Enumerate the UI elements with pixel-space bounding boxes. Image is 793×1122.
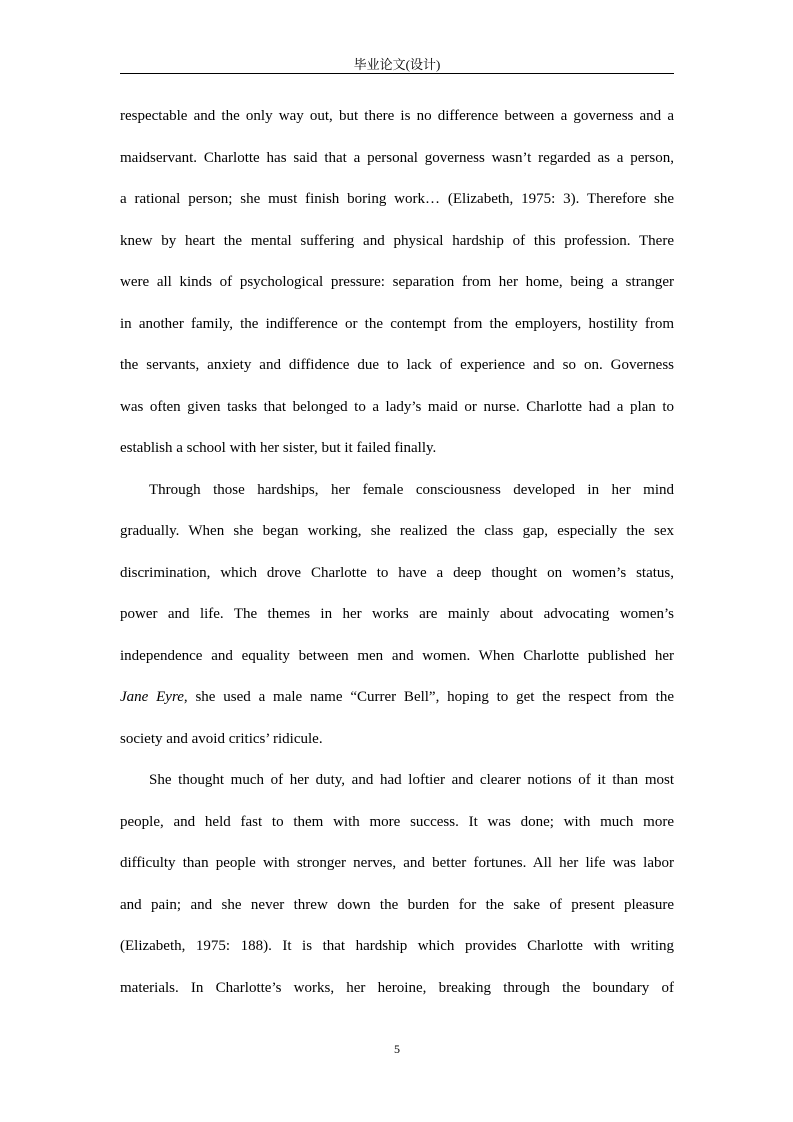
text-line: She thought much of her duty, and had loftier and clearer notions of it than most	[149, 772, 674, 788]
paragraph-3	[120, 760, 674, 1009]
page-header-title: 毕业论文(设计)	[353, 57, 441, 72]
text-line: the servants, anxiety and diffidence due to lack of experience and so on. Governess	[120, 357, 674, 373]
page-number: 5	[394, 1042, 400, 1056]
paragraph-1	[120, 96, 674, 470]
text-line: respectable and the only way out, but there is no difference between a governess and a	[120, 108, 674, 124]
text-line: (Elizabeth, 1975: 188). It is that hardship which provides Charlotte with writing	[120, 938, 674, 954]
text-line: maidservant. Charlotte has said that a personal governess wasn’t regarded as a person,	[120, 149, 674, 166]
text-line: society and avoid critics’ ridicule.	[120, 730, 323, 747]
text-line: independence and equality between men and women. When Charlotte published her	[120, 647, 674, 664]
text-line-with-title	[120, 677, 674, 719]
text-line: gradually. When she began working, she realized the class gap, especially the sex	[120, 523, 674, 539]
text-line: Through those hardships, her female consciousness developed in her mind	[149, 481, 674, 498]
text-line: discrimination, which drove Charlotte to have a deep thought on women’s status,	[120, 564, 674, 581]
text-line: knew by heart the mental suffering and physical hardship of this profession. There	[120, 232, 674, 249]
text-line: in another family, the indifference or the contempt from the employers, hostility from	[120, 315, 674, 332]
text-line: power and life. The themes in her works are mainly about advocating women’s	[120, 606, 674, 622]
text-line-rest: , she used a male name “Currer Bell”, hoping to get the respect from the	[183, 689, 674, 705]
text-line: establish a school with her sister, but it failed finally.	[120, 440, 437, 456]
text-line: difficulty than people with stronger nerves, and better fortunes. All her life was labor	[120, 855, 674, 871]
header-divider	[120, 73, 674, 74]
paragraph-2	[120, 470, 674, 761]
document-body	[120, 96, 674, 1009]
text-line: people, and held fast to them with more success. It was done; with much more	[120, 813, 674, 830]
text-line: were all kinds of psychological pressure: separation from her home, being a stranger	[120, 274, 674, 290]
text-line: and pain; and she never threw down the burden for the sake of present pleasure	[120, 896, 674, 913]
text-line: a rational person; she must finish boring work… (Elizabeth, 1975: 3). Therefore she	[120, 191, 674, 207]
text-line: materials. In Charlotte’s works, her heroine, breaking through the boundary of	[120, 979, 674, 996]
book-title: Jane Eyre	[120, 689, 184, 705]
text-line: was often given tasks that belonged to a lady’s maid or nurse. Charlotte had a plan to	[120, 398, 674, 415]
